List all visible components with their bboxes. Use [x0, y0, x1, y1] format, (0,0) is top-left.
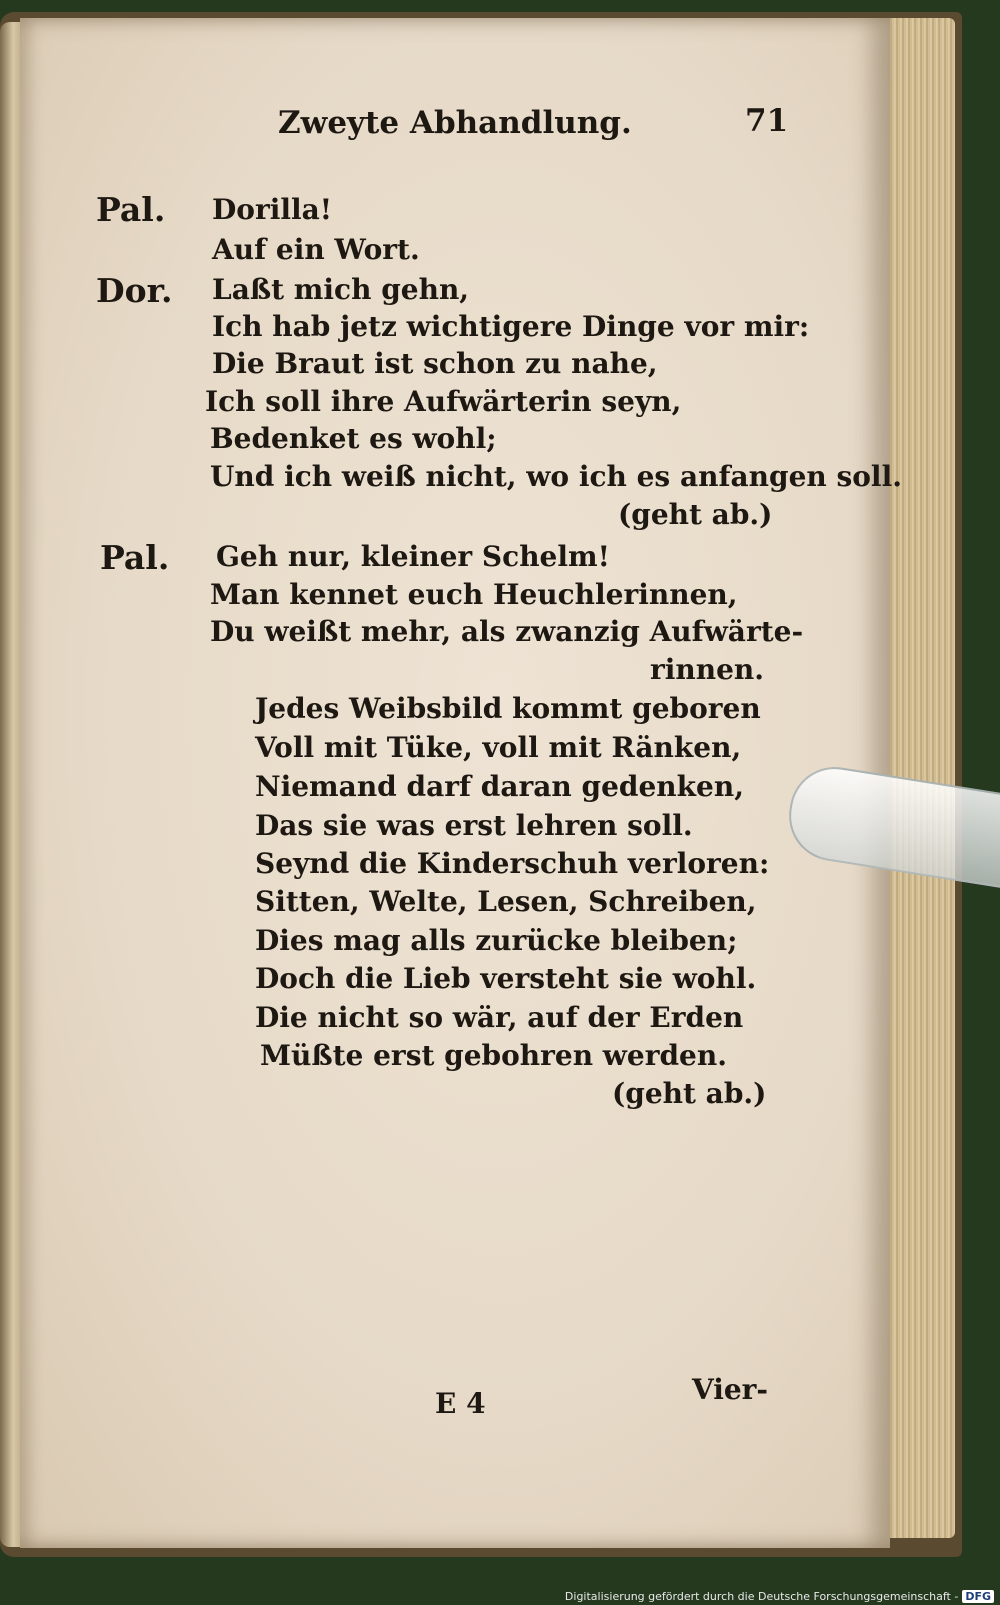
- dialogue-line: Dorilla!: [212, 193, 333, 226]
- aria-line: Müßte erst gebohren werden.: [260, 1039, 727, 1072]
- dfg-logo: DFG: [962, 1590, 994, 1603]
- aria-line: Niemand darf daran gedenken,: [255, 770, 744, 803]
- catchword: Vier-: [692, 1373, 769, 1406]
- book-page: [20, 18, 902, 1548]
- dialogue-line: rinnen.: [650, 653, 765, 686]
- credit-text: Digitalisierung gefördert durch die Deutsche Forschungsgemeinschaft -: [564, 1590, 959, 1603]
- aria-line: Doch die Lieb versteht sie wohl.: [255, 962, 757, 995]
- digitization-credit: [565, 1590, 994, 1603]
- page-number: 71: [745, 103, 789, 139]
- speaker-dor: Dor.: [96, 271, 173, 310]
- dialogue-line: Die Braut ist schon zu nahe,: [212, 347, 658, 380]
- dialogue-line: Man kennet euch Heuchlerinnen,: [210, 578, 738, 611]
- aria-line: Dies mag alls zurücke bleiben;: [255, 924, 738, 957]
- aria-line: Die nicht so wär, auf der Erden: [255, 1001, 744, 1034]
- dialogue-line: Geh nur, kleiner Schelm!: [216, 540, 610, 573]
- aria-line: Das sie was erst lehren soll.: [255, 809, 693, 842]
- aria-line: Sitten, Welte, Lesen, Schreiben,: [255, 885, 757, 918]
- signature-mark: E 4: [435, 1387, 486, 1420]
- dialogue-line: Ich soll ihre Aufwärterin seyn,: [205, 385, 682, 418]
- speaker-pal-1: Pal.: [96, 190, 166, 229]
- stage-direction: (geht ab.): [612, 1077, 767, 1110]
- speaker-pal-2: Pal.: [100, 538, 170, 577]
- dialogue-line: Bedenket es wohl;: [210, 422, 497, 455]
- dialogue-line: Und ich weiß nicht, wo ich es anfangen soll.: [210, 460, 902, 493]
- dialogue-line: Laßt mich gehn,: [212, 273, 470, 306]
- stage-direction: (geht ab.): [618, 498, 773, 531]
- aria-line: Voll mit Tüke, voll mit Ränken,: [255, 731, 742, 764]
- aria-line: Seynd die Kinderschuh verloren:: [255, 847, 770, 880]
- dialogue-line: Ich hab jetz wichtigere Dinge vor mir:: [212, 310, 810, 343]
- dialogue-line: Du weißt mehr, als zwanzig Aufwärte-: [210, 615, 804, 648]
- left-page-edge: [0, 22, 22, 1547]
- dialogue-line: Auf ein Wort.: [212, 233, 420, 266]
- running-title: Zweyte Abhandlung.: [278, 105, 632, 141]
- aria-line: Jedes Weibsbild kommt geboren: [255, 692, 761, 725]
